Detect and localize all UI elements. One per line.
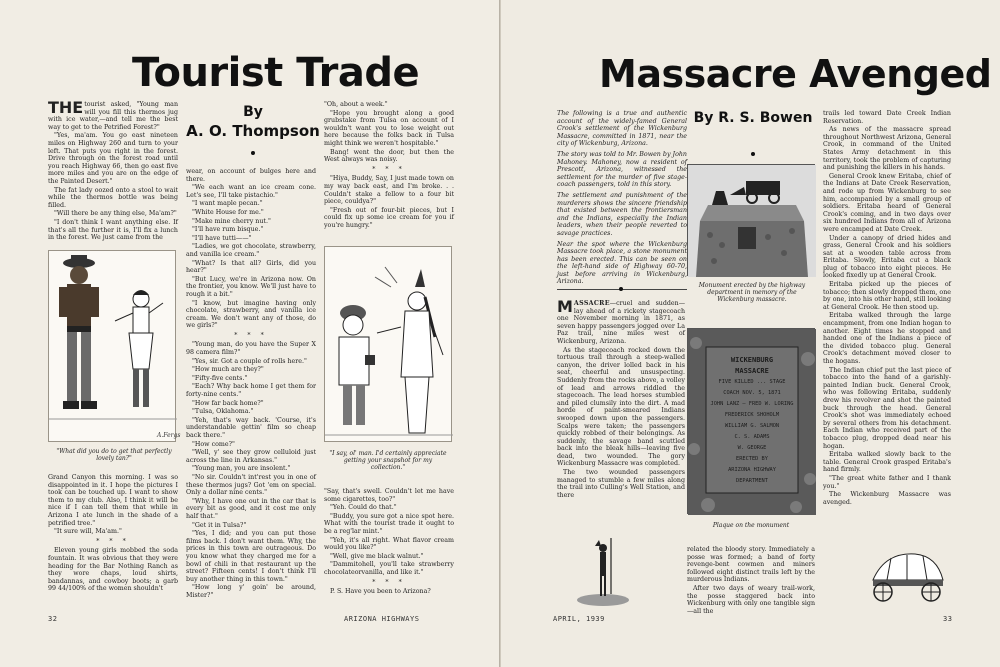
paragraph: "Fifty-five cents." bbox=[192, 374, 248, 382]
left-column-3-bottom bbox=[324, 488, 454, 614]
paragraph: "Yeh, it's all right. What flavor cream would you like?" bbox=[324, 536, 454, 552]
paragraph: "It sure will, Ma'am." bbox=[54, 528, 122, 536]
paragraph: "Young man, you are insolent." bbox=[192, 465, 291, 473]
right-page bbox=[500, 0, 1000, 667]
paragraph: trails led toward Date Creek Indian Reservation. bbox=[823, 110, 951, 125]
intro-paragraph: The following is a true and authentic account of the widely-famed General Crook's settlement of the Wickenburg Massacre, committed in 1871, near the city of Wickenburg, Arizona. bbox=[557, 110, 687, 148]
plaque-line: C. S. ADAMS bbox=[734, 434, 770, 440]
paragraph: "How much are they?" bbox=[192, 366, 264, 374]
intro-paragraph: Near the spot where the Wickenburg Massacre took place, a stone monument has been erected. This can be seen on the left-hand side of Highway 60-70, just before arriving in Wickenburg, Arizona. bbox=[557, 240, 687, 286]
left-column-1-bottom bbox=[48, 474, 178, 614]
paragraph: "Yeh. Could do that." bbox=[330, 504, 397, 512]
paragraph: "The great white father and I thank you." bbox=[823, 474, 951, 490]
left-column-3-top bbox=[324, 101, 454, 241]
paragraph: "I know, but imagine having only chocolate, strawberry, and vanilla ice cream. We don't want any of those, do we girls?" bbox=[186, 299, 316, 330]
wagon-illustration bbox=[863, 546, 951, 606]
paragraph: "What? Is that all? Girls, did you hear?" bbox=[186, 259, 316, 275]
paragraph: "Yes, I did; and you can put those films back. I don't want them. Why, the prices in this town are outrageous. Do you know what they charged me for a bowl of chili in that restaurant up the street? Fifteen cents! I don't think I'll buy another thing in this town." bbox=[186, 530, 316, 583]
paragraph: Under a canopy of dried hides and grass, General Crook and his soldiers sat at a wooden table across from Eritaba. Slowly, Eritaba cut a black plug of tobacco into eight pieces. He looked fixedly up at General Crook. bbox=[823, 234, 951, 280]
byline-bullet bbox=[251, 151, 255, 155]
paragraph: "Hope you brought along a good grubstake from Tulsa on account of I wouldn't want you to lose weight out here because the folks back in Tulsa might think we weren't hospitable." bbox=[324, 109, 454, 147]
paragraph: wear, on account of bulges here and there. bbox=[186, 168, 316, 183]
paragraph: The Wickenburg Massacre was avenged. bbox=[823, 491, 951, 506]
lead-word: ASSACRE bbox=[573, 300, 610, 307]
section-break: * * * bbox=[372, 165, 406, 173]
plaque-line: MASSACRE bbox=[735, 367, 769, 375]
paragraph: "Well, y' see they grow celluloid just across the line in Arkansas." bbox=[186, 449, 316, 464]
intro-paragraph: The story was told to Mr. Bowen by John Mahoney. Mahoney, now a resident of Prescott, Arizona, witnessed the settlement for the murder of five stage-coach passengers, told in this story. bbox=[557, 150, 687, 189]
intro-paragraph: The settlement and punishment of the murderers shows the sincere friendship that existed between the frontiersman and the Indians, especially the Indian leaders, when their people reverted to savage practices. bbox=[557, 191, 687, 237]
paragraph: General Crook knew Eritaba, chief of the Indians at Date Creek Reservation, and rode up from Wickenburg to see him, accompanied by a small group of soldiers. Eritaba heard of General Crook's coming, and in two days over six hundred Indians from all of Arizona were encamped at Date Creek. bbox=[823, 172, 951, 233]
plaque-line: FIVE KILLED ... STAGE bbox=[718, 379, 786, 385]
cartoon-tan-caption: "What did you do to get that perfectly lovely tan?" bbox=[56, 448, 172, 463]
paragraph: "How long y' goin' be around, Mister?" bbox=[186, 584, 316, 599]
paragraph: "Yeh, that's way back. 'Course, it's understandable gettin' film so cheap back there." bbox=[186, 416, 316, 439]
cartoon-tan bbox=[48, 250, 181, 442]
plaque-line: ARIZONA HIGHWAY bbox=[728, 467, 776, 473]
monument-photo-image bbox=[688, 165, 816, 277]
wagon-drawing bbox=[863, 546, 951, 606]
section-break: * * * bbox=[234, 331, 268, 339]
paragraph: "Get it in Tulsa?" bbox=[192, 521, 247, 529]
right-column-1 bbox=[557, 297, 685, 562]
right-column-3 bbox=[823, 110, 951, 540]
paragraph: "How come?" bbox=[192, 440, 235, 448]
plaque-line: FREDERICK SHOHOLM bbox=[724, 412, 780, 418]
issue-date: APRIL, 1939 bbox=[553, 615, 605, 623]
plaque-line: JOHN LANZ — FRED W. LORING bbox=[710, 401, 794, 407]
paragraph: As the stagecoach rocked down the tortuous trail through a steep-walled canyon, the driver lolled back in his seat, cheerful and unsuspecting. Suddenly from the rocks above, a volley of lead and arrows riddled the stagecoach. The lead horses stumbled and piled clumsily into the dirt. A mad horde of paint-smeared Indians swooped down upon the passengers. Scalps were taken; the passengers quickly robbed of their belongings. As suddenly, the savage band scuttled back into the bleak hills—leaving five dead, two wounded. The gory Wickenburg Massacre was completed. bbox=[557, 346, 685, 468]
paragraph: "Why, I have one out in the car that is every bit as good, and it cost me only half that." bbox=[186, 497, 316, 520]
cartoon-snapshot-drawing bbox=[325, 247, 453, 443]
paragraph: "Yes, ma'am. You go east nineteen miles on Highway 260 and turn to your left. That puts you right in the forest. Drive through on the forest road until you reach Highway 66, then go east five more miles and you are on the edge of the Painted Desert." bbox=[48, 132, 178, 185]
paragraph: "Young man, do you have the Super X 98 camera film?" bbox=[186, 341, 316, 357]
paragraph: "Hiya, Buddy, Say, I just made town on my way back east, and I'm broke. . . Couldn't stake a fellow to a four bit piece, couldya?" bbox=[324, 175, 454, 206]
paragraph: "I'll have rum bisque." bbox=[192, 226, 264, 234]
paragraph: Eritaba walked through the large encampment, from one Indian hogan to another. Eight times he stopped and handed one of the Indians a piece of the divided tobacco plug. General Crook's detachment moved closer to the hogans. bbox=[823, 312, 951, 365]
plaque-line: ERECTED BY bbox=[736, 456, 768, 462]
paragraph: "But Lucy, we're in Arizona now. On the frontier, you know. We'll just have to rough it a bit." bbox=[186, 275, 316, 298]
cartoon-snapshot-caption: "I say, ol' man. I'd certainly appreciate getting your snapshot for my collection." bbox=[329, 450, 447, 472]
byline: By R. S. Bowen bbox=[693, 110, 813, 126]
paragraph: related the bloody story. Immediately a posse was formed; a band of forty revenge-bent cowmen and miners followed eight distinct trails left by the murderous Indians. bbox=[687, 546, 815, 584]
page-number: 32 bbox=[48, 615, 58, 623]
byline-bullet bbox=[751, 152, 755, 156]
paragraph: "Make mine cherry nut." bbox=[192, 217, 271, 225]
paragraph: After two days of weary trail-work, the posse staggered back into Wickenburg with only one tangible sign—all the bbox=[687, 584, 815, 615]
paragraph: "I'll have tutti——" bbox=[192, 234, 252, 242]
paragraph: The Indian chief put the last piece of tobacco into the hand of a garishly-painted Indian buck. General Crook, who was following Eritaba, suddenly drew his revolver and shot the painted buck through the head. General Crook's shot was immediately echoed by several others from his detachment. Each Indian who received part of the tobacco plug, dropped dead near his hogan. bbox=[823, 366, 951, 450]
intro-text bbox=[557, 110, 687, 284]
drop-cap: M bbox=[557, 297, 573, 316]
paragraph: "Yes, sir. Got a couple of rolls here." bbox=[192, 357, 307, 365]
paragraph: "White House for me." bbox=[192, 208, 264, 216]
cartoon-snapshot bbox=[324, 246, 452, 442]
svg-text:A.Fergs: A.Fergs bbox=[157, 432, 181, 439]
plaque-photo bbox=[687, 328, 815, 514]
paragraph: Eleven young girls mobbed the soda fountain. It was obvious that they were heading for the Bar Nothing Ranch as they wore chaps, loud shirts, bandannas, and cowboy boots; a garb 99 44/100% of the women shouldn't bbox=[48, 547, 178, 593]
intro-bullet bbox=[619, 287, 623, 291]
paragraph: "We each want an ice cream cone. Let's see, I'll take pistachio." bbox=[186, 184, 316, 199]
magazine-name: ARIZONA HIGHWAYS bbox=[344, 615, 420, 623]
paragraph: "Fresh out of four-bit pieces, but I could fix up some ice cream for you if you're hungry." bbox=[324, 206, 454, 229]
paragraph: Grand Canyon this morning. I was so disappointed in it. I hope the pictures I took can be touched up. I want to show them to my club. Also, I think it will be nice if I can tell them that while in Arizona I ate lunch in the shade of a petrified tree." bbox=[48, 474, 178, 527]
paragraph: Bang! went the door, but then the West always was noisy. bbox=[324, 148, 454, 164]
article-title: Tourist Trade bbox=[132, 50, 420, 96]
paragraph: "Say, that's swell. Couldn't let me have some cigarettes, too?" bbox=[324, 488, 454, 503]
section-break: * * * bbox=[372, 578, 406, 586]
left-column-2 bbox=[186, 168, 316, 614]
paragraph: tourist asked, "Young man will you fill this thermos jug with ice water,—and tell me the best way to get to the Petrified Forest?" bbox=[48, 101, 178, 131]
paragraph: "I want maple pecan." bbox=[192, 200, 263, 208]
plaque-line: W. GEORGE bbox=[737, 445, 767, 451]
paragraph: "Dammitohell, you'll take strawberry chocolateorvanilla, and like it." bbox=[324, 561, 454, 576]
warrior-illustration bbox=[573, 536, 633, 608]
paragraph: "Buddy, you sure got a nice spot here. What with the tourist trade it ought to be a reg'lar mint." bbox=[324, 512, 454, 535]
paragraph: —cruel and sudden—lay ahead of a rickety stagecoach one November morning in 1871, as seven happy passengers jogged over La Paz trail, nine miles west of Wickenburg, Arizona. bbox=[557, 300, 685, 345]
plaque-line: WILLIAM G. SALMON bbox=[724, 423, 780, 429]
warrior-drawing bbox=[573, 536, 633, 608]
plaque-line: DEPARTMENT bbox=[736, 478, 768, 484]
page-number: 33 bbox=[943, 615, 953, 623]
paragraph: "Ladies, we got chocolate, strawberry, and vanilla ice cream." bbox=[186, 243, 316, 258]
monument-caption: Monument erected by the highway department in memory of the Wickenburg massacre. bbox=[698, 282, 806, 304]
section-break: * * * bbox=[96, 537, 130, 545]
paragraph: "Well, give me black walnut." bbox=[330, 552, 424, 560]
byline-by: By bbox=[243, 104, 263, 120]
left-column-1-top bbox=[48, 98, 178, 249]
paragraph: "Tulsa, Oklahoma." bbox=[192, 408, 254, 416]
paragraph: "How far back home?" bbox=[192, 399, 264, 407]
byline-author: A. O. Thompson bbox=[186, 122, 320, 140]
paragraph: P. S. Have you been to Arizona? bbox=[330, 588, 431, 596]
paragraph: "Oh, about a week." bbox=[324, 101, 388, 108]
plaque-line: WICKENBURG bbox=[730, 356, 774, 364]
paragraph: Eritaba walked slowly back to the table. General Crook grasped Eritaba's hand firmly. bbox=[823, 451, 951, 474]
drop-word: THE bbox=[48, 98, 84, 117]
paragraph: The fat lady oozed onto a stool to wait while the thermos bottle was being filled. bbox=[48, 186, 178, 209]
paragraph: As news of the massacre spread throughout Northwest Arizona, General Crook, in command of the United States Army detachment in this territory, took the problem of capturing and punishing the killers in his hands. bbox=[823, 126, 951, 172]
cartoon-tan-drawing bbox=[49, 251, 181, 443]
article-title: Massacre Avenged bbox=[599, 52, 992, 96]
paragraph: "Will there be any thing else, Ma'am?" bbox=[54, 210, 177, 218]
paragraph: "I don't think I want anything else. If that's all the further it is, I'll fix a lunch in the forest. We just came from the bbox=[48, 218, 178, 242]
plaque-text bbox=[708, 355, 796, 487]
paragraph: "No sir. Couldn't int'rest you in one of these thermos jugs? Got 'em on special. Only a dollar nine cents." bbox=[186, 473, 316, 497]
paragraph: Eritaba picked up the pieces of tobacco; then slowly dropped them, one by one, into his other hand, still looking at General Crook. He then stood up. bbox=[823, 281, 951, 311]
right-column-2 bbox=[687, 546, 815, 620]
plaque-caption: Plaque on the monument bbox=[712, 522, 790, 529]
monument-photo bbox=[687, 164, 815, 276]
plaque-line: COACH NOV. 5, 1871 bbox=[723, 390, 781, 396]
paragraph: The two wounded passengers managed to stumble a few miles along the trail into Culling's Well Station, and there bbox=[557, 469, 685, 499]
paragraph: "Each? Why back home I get them for forty-nine cents." bbox=[186, 383, 316, 399]
